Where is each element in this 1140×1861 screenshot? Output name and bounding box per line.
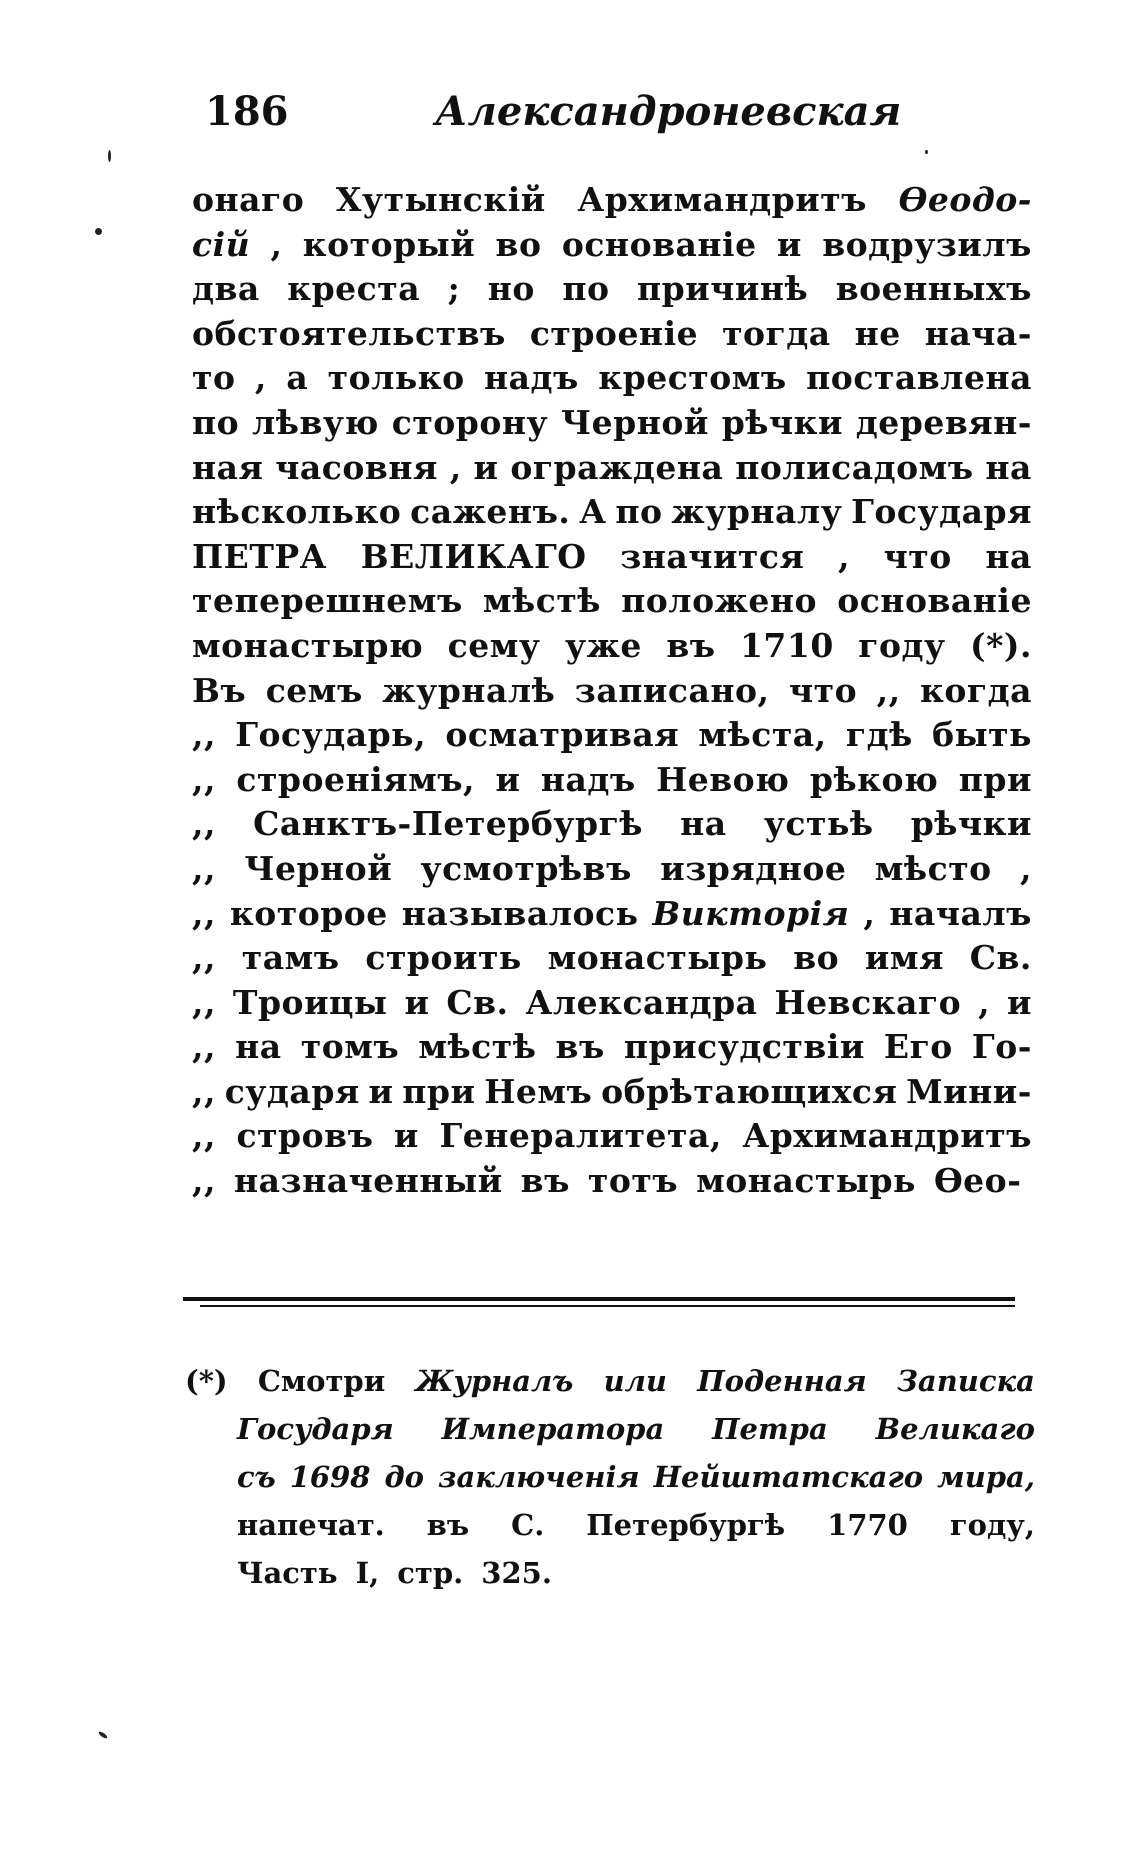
page-number: 186 — [205, 88, 289, 135]
word: строить — [365, 938, 522, 978]
word: во — [495, 224, 542, 264]
word: ,, — [876, 670, 901, 710]
word: журналѣ — [382, 670, 556, 710]
footnote-line — [185, 1501, 1035, 1549]
word: (*) — [185, 1364, 228, 1398]
word: но — [487, 269, 535, 309]
word: Петра — [712, 1412, 828, 1446]
word: присудствіи — [623, 1027, 865, 1067]
word: Государь, — [235, 715, 427, 755]
word: онаго — [192, 180, 305, 219]
body-text-line — [192, 267, 1032, 312]
word: , — [254, 358, 267, 398]
word: Черной — [244, 848, 393, 888]
word: году — [858, 625, 946, 665]
body-text-line — [192, 669, 1032, 714]
body-text-line — [192, 401, 1032, 446]
word: напечат. — [237, 1508, 385, 1542]
word: тамъ — [241, 938, 340, 978]
word: началъ — [889, 893, 1032, 933]
word: саженъ. — [410, 492, 571, 532]
word: мѣста, — [698, 715, 827, 755]
print-speck — [95, 228, 102, 235]
body-text-line — [192, 356, 1032, 401]
word: и — [1007, 982, 1032, 1022]
word: ,, — [192, 848, 216, 888]
word: поставлена — [806, 358, 1032, 398]
word: мѣстѣ — [418, 1027, 537, 1067]
print-speck — [108, 150, 111, 162]
word: въ — [555, 1027, 605, 1067]
page-header — [205, 88, 1045, 148]
body-text — [192, 178, 1032, 1204]
word: , — [978, 982, 991, 1022]
word: Государя — [851, 492, 1032, 532]
footnote-separator-rule — [183, 1297, 1015, 1301]
word: нача- — [924, 313, 1032, 353]
word: которое — [229, 893, 388, 933]
body-text-line — [192, 936, 1032, 981]
word: причинѣ — [637, 269, 809, 309]
word: въ — [426, 1508, 470, 1542]
word: , — [449, 447, 462, 487]
word: Викторія — [652, 893, 850, 933]
body-text-line — [192, 892, 1032, 937]
word: Его — [883, 1027, 953, 1067]
word: ,, — [192, 1027, 216, 1067]
word: водрузилъ — [822, 224, 1032, 264]
word: называлось — [401, 893, 639, 933]
word: мира, — [937, 1460, 1035, 1494]
word: и — [776, 224, 802, 264]
word: А — [579, 492, 607, 532]
word: ,, — [192, 893, 216, 933]
word: ПЕТРА — [192, 536, 328, 576]
word: ная — [192, 447, 264, 487]
word: заключенія — [437, 1460, 640, 1494]
word: Хутынскій — [335, 180, 546, 219]
word: мѣстѣ — [482, 581, 602, 621]
word: и — [473, 447, 499, 487]
word: и — [495, 759, 521, 799]
word: въ — [666, 625, 716, 665]
word: 1698 — [289, 1460, 371, 1494]
word: что — [788, 670, 858, 710]
footnote — [185, 1357, 1035, 1597]
word: ,, — [192, 982, 216, 1022]
body-text-line — [192, 758, 1032, 803]
word: ,, — [192, 715, 216, 755]
word: Санктъ-Петербургѣ — [253, 804, 644, 844]
word: тотъ — [587, 1161, 679, 1201]
word: по — [192, 402, 240, 442]
word: военныхъ — [835, 269, 1032, 309]
word: Невою — [656, 759, 790, 799]
word: тогда — [722, 313, 831, 353]
word: уже — [564, 625, 642, 665]
word: Св. — [446, 982, 509, 1022]
word: Архимандритъ — [577, 180, 867, 219]
word: монастырь — [696, 1161, 916, 1201]
word: и — [404, 982, 430, 1022]
word: , — [1020, 848, 1032, 888]
word: значится — [620, 536, 805, 576]
body-text-line — [192, 223, 1032, 268]
body-text-line — [192, 1159, 1032, 1204]
word: Смотри — [257, 1364, 386, 1398]
word: ВЕЛИКАГО — [360, 536, 587, 576]
word: ограждена — [510, 447, 724, 487]
word: до — [384, 1460, 424, 1494]
word: Императора — [441, 1412, 665, 1446]
body-text-line — [192, 490, 1032, 535]
word: нѣсколько — [192, 492, 402, 532]
word: при — [958, 759, 1032, 799]
word: (*). — [970, 625, 1032, 665]
word: Поденная — [697, 1364, 867, 1398]
footnote-line — [185, 1357, 1035, 1405]
word: ; — [447, 269, 461, 309]
word: только — [327, 358, 465, 398]
word: С. — [511, 1508, 545, 1542]
word: часовня — [275, 447, 438, 487]
word: по — [615, 492, 663, 532]
body-text-line — [192, 802, 1032, 847]
word: по — [562, 269, 610, 309]
word: деревян- — [855, 402, 1032, 442]
word: обрѣтающихся — [601, 1071, 898, 1111]
word: монастырь — [547, 938, 768, 978]
footnote-line — [185, 1405, 1035, 1453]
word: 325. — [481, 1556, 552, 1590]
word: креста — [287, 269, 421, 309]
word: 1770 — [827, 1508, 908, 1542]
word: ,, — [192, 1116, 216, 1156]
footnote-separator-rule-thin — [200, 1305, 1015, 1307]
word: и — [393, 1116, 419, 1156]
print-speck — [98, 1730, 108, 1739]
body-text-line — [192, 579, 1032, 624]
word: осматривая — [445, 715, 680, 755]
word: строеніе — [529, 313, 699, 353]
word: ,, — [192, 938, 216, 978]
body-text-line — [192, 1114, 1032, 1159]
word: году, — [949, 1508, 1035, 1542]
word: обстоятельствъ — [192, 313, 506, 353]
word: Александра — [525, 982, 758, 1022]
word: Генералитета, — [439, 1116, 722, 1156]
word: Черной — [561, 402, 709, 442]
word: изрядное — [660, 848, 847, 888]
word: рѣчки — [721, 402, 843, 442]
word: Св. — [969, 938, 1032, 978]
word: то — [192, 358, 236, 398]
word: во — [793, 938, 840, 978]
word: имя — [864, 938, 944, 978]
word: Въ — [192, 670, 247, 710]
word: теперешнемъ — [192, 581, 463, 621]
word: ,, — [192, 1161, 216, 1201]
word: рѣчки — [910, 804, 1032, 844]
word: съ — [237, 1460, 276, 1494]
word: гдѣ — [845, 715, 913, 755]
body-text-line — [192, 1070, 1032, 1115]
word: основаніе — [561, 224, 757, 264]
word: мѣсто — [874, 848, 992, 888]
word: въ — [520, 1161, 570, 1201]
word: стровъ — [236, 1116, 374, 1156]
word: когда — [920, 670, 1032, 710]
word: сударя — [224, 1071, 360, 1111]
word: ,, — [192, 759, 216, 799]
word: устьѣ — [763, 804, 874, 844]
word: положено — [621, 581, 818, 621]
word: назначенный — [233, 1161, 503, 1201]
word: , — [270, 224, 283, 264]
word: Записка — [897, 1364, 1035, 1398]
word: ,, — [192, 804, 216, 844]
word: усмотрѣвъ — [420, 848, 632, 888]
body-text-line — [192, 624, 1032, 669]
word: а — [286, 358, 309, 398]
running-head: Александроневская — [435, 88, 902, 135]
word: надъ — [484, 358, 579, 398]
word: полисадомъ — [735, 447, 974, 487]
word: Невскаго — [774, 982, 962, 1022]
word: что — [883, 536, 952, 576]
word: который — [302, 224, 476, 264]
word: основаніе — [837, 581, 1032, 621]
word: монастырю — [192, 625, 424, 665]
word: Журналъ — [415, 1364, 574, 1398]
print-speck — [925, 150, 928, 154]
body-text-line — [192, 1025, 1032, 1070]
word: Немъ — [484, 1071, 593, 1111]
word: сій — [192, 224, 251, 264]
word: на — [985, 536, 1032, 576]
word: два — [192, 269, 260, 309]
body-text-line — [192, 713, 1032, 758]
word: при — [402, 1071, 476, 1111]
word: стр. — [397, 1556, 464, 1590]
word: Великаго — [875, 1412, 1035, 1446]
word: , — [838, 536, 850, 576]
word: на — [680, 804, 727, 844]
word: 1710 — [739, 625, 834, 665]
word: сему — [447, 625, 541, 665]
word: быть — [932, 715, 1032, 755]
word: Троицы — [232, 982, 388, 1022]
word: семъ — [265, 670, 363, 710]
word: Өеодо- — [898, 180, 1032, 219]
word: рѣкою — [809, 759, 939, 799]
word: записано, — [574, 670, 770, 710]
word: надъ — [540, 759, 636, 799]
word: Өео- — [933, 1161, 1022, 1201]
word: Государя — [237, 1412, 394, 1446]
word: лѣвую — [252, 402, 379, 442]
word: ,, — [192, 1071, 216, 1111]
footnote-line — [185, 1453, 1035, 1501]
word: Нейштатскаго — [653, 1460, 924, 1494]
word: , — [863, 893, 876, 933]
body-text-line — [192, 178, 1032, 223]
word: Часть — [237, 1556, 338, 1590]
word: не — [854, 313, 901, 353]
word: на — [985, 447, 1032, 487]
word: томъ — [300, 1027, 400, 1067]
body-text-line — [192, 981, 1032, 1026]
word: и — [368, 1071, 394, 1111]
word: Го- — [971, 1027, 1032, 1067]
word: Архимандритъ — [742, 1116, 1032, 1156]
body-text-line — [192, 446, 1032, 491]
word: строеніямъ, — [236, 759, 476, 799]
word: крестомъ — [598, 358, 787, 398]
footnote-line — [185, 1549, 1035, 1597]
word: Петербургѣ — [586, 1508, 786, 1542]
word: I, — [355, 1556, 380, 1590]
word: Мини- — [906, 1071, 1032, 1111]
body-text-line — [192, 312, 1032, 357]
word: сторону — [391, 402, 549, 442]
word: или — [603, 1364, 668, 1398]
body-text-line — [192, 847, 1032, 892]
word: журналу — [671, 492, 843, 532]
word: на — [235, 1027, 282, 1067]
body-text-line — [192, 535, 1032, 580]
